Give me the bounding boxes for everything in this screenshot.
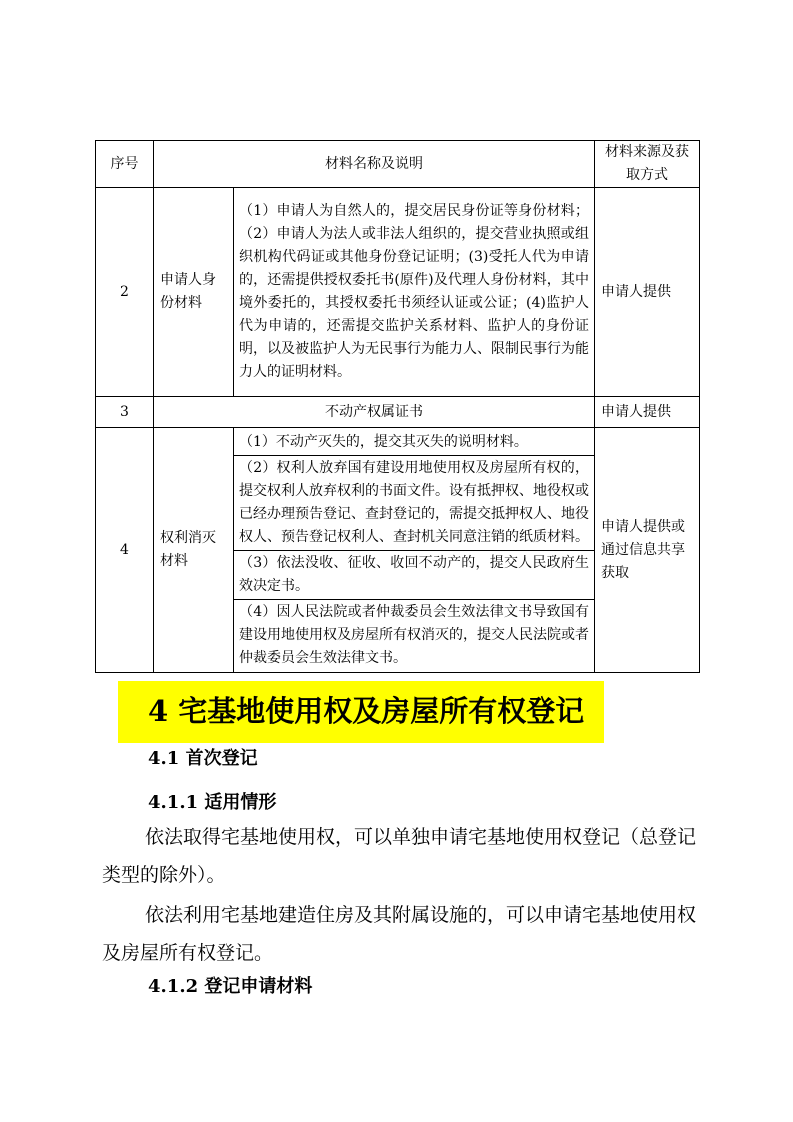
row-name: 申请人身份材料 [154, 188, 234, 397]
table-row [96, 428, 700, 673]
desc-item: （1）不动产灭失的，提交其灭失的说明材料。 [234, 430, 594, 456]
table-row [96, 397, 700, 428]
row-seq: 4 [96, 428, 154, 673]
header-desc: 材料名称及说明 [154, 141, 595, 188]
subsection-title: 4.1 首次登记 [148, 748, 258, 769]
row-source: 申请人提供 [595, 397, 700, 428]
row-seq: 2 [96, 188, 154, 397]
paragraph: 依法利用宅基地建造住房及其附属设施的，可以申请宅基地使用权及房屋所有权登记。 [102, 904, 697, 964]
desc-item: （2）权利人放弃国有建设用地使用权及房屋所有权的，提交权利人放弃权利的书面文件。设有抵押权、地役权或已经办理预告登记、查封登记的，需提交抵押权人、地役权人、预告登记权利人、查封机关同意注销的纸质材料。 [234, 456, 594, 551]
header-seq: 序号 [96, 141, 154, 188]
row-source: 申请人提供 [595, 188, 700, 397]
row-source: 申请人提供或通过信息共享获取 [595, 428, 700, 673]
table-row [96, 188, 700, 397]
row-seq: 3 [96, 397, 154, 428]
paragraph: 依法取得宅基地使用权，可以单独申请宅基地使用权登记（总登记类型的除外）。 [102, 826, 697, 886]
materials-table [95, 140, 700, 673]
subsubsection-title: 4.1.1 适用情形 [148, 792, 277, 813]
subsubsection-title: 4.1.2 登记申请材料 [148, 976, 313, 997]
desc-item: （3）依法没收、征收、收回不动产的，提交人民政府生效决定书。 [234, 551, 594, 600]
table-header-row [96, 141, 700, 188]
row-name: 权利消灭材料 [154, 428, 234, 673]
section-title: 4 宅基地使用权及房屋所有权登记 [148, 694, 585, 728]
row-name: 不动产权属证书 [154, 397, 595, 428]
header-src: 材料来源及获取方式 [595, 141, 700, 188]
row-desc [234, 428, 595, 673]
desc-item: （4）因人民法院或者仲裁委员会生效法律文书导致国有建设用地使用权及房屋所有权消灭的，提交人民法院或者仲裁委员会生效法律文书。 [239, 603, 589, 666]
row-desc: （1）申请人为自然人的，提交居民身份证等身份材料；（2）申请人为法人或非法人组织的，提交营业执照或组织机构代码证或其他身份登记证明；(3)受托人代为申请的，还需提供授权委托书(原件)及代理人身份材料，其中境外委托的，其授权委托书须经认证或公证；(4)监护人代为申请的，还需提交监护关系材料、监护人的身份证明，以及被监护人为无民事行为能力人、限制民事行为能力人的证明材料。 [234, 188, 595, 397]
